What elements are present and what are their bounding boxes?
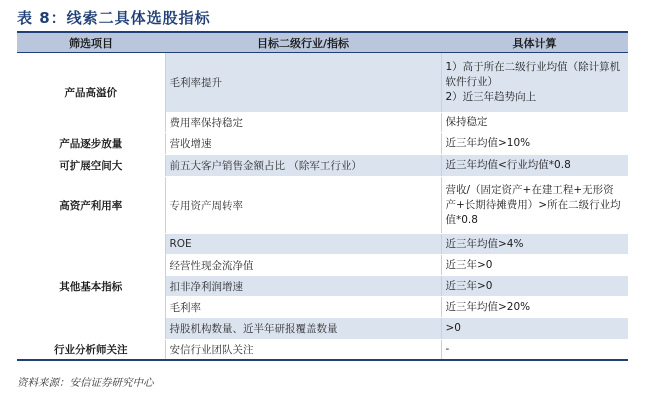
- category-cell: 行业分析师关注: [17, 340, 165, 360]
- header-category: 筛选项目: [17, 33, 165, 53]
- table-row: [17, 53, 628, 113]
- category-cell: 高资产利用率: [17, 177, 165, 234]
- indicator-table: [17, 33, 628, 361]
- calculation-cell: >0: [441, 318, 628, 340]
- indicator-cell: 毛利率提升: [165, 53, 441, 113]
- indicator-cell: 前五大客户销售金额占比 （除军工行业）: [165, 155, 441, 177]
- source-note: 资料来源：安信证券研究中心: [17, 377, 154, 389]
- calculation-cell: 近三年均值>10%: [441, 133, 628, 155]
- indicator-cell: 经营性现金流净值: [165, 255, 441, 276]
- category-cell: 可扩展空间大: [17, 155, 165, 177]
- calculation-cell: 近三年>0: [441, 255, 628, 276]
- table-row: [17, 177, 628, 234]
- indicator-cell: 安信行业团队关注: [165, 340, 441, 360]
- table-row: [17, 234, 628, 255]
- indicator-cell: ROE: [165, 234, 441, 255]
- category-cell: 产品高溢价: [17, 53, 165, 133]
- category-cell: 其他基本指标: [17, 234, 165, 340]
- header-row: [17, 33, 628, 53]
- category-cell: 产品逐步放量: [17, 133, 165, 155]
- calculation-cell: 营收/（固定资产+在建工程+无形资产+长期待摊费用）>所在二级行业均值*0.8: [441, 177, 628, 234]
- table-title: 表 8：线索二具体选股指标: [17, 9, 211, 27]
- calculation-cell: 近三年均值>4%: [441, 234, 628, 255]
- calculation-cell: [441, 53, 628, 113]
- header-indicator: 目标二级行业/指标: [165, 33, 441, 53]
- calc-line: 1）高于所在二级行业均值（除计算机软件行业）: [445, 61, 621, 88]
- table-row: [17, 133, 628, 155]
- indicator-cell: 毛利率: [165, 297, 441, 318]
- header-calculation: 具体计算: [441, 33, 628, 53]
- indicator-cell: 费用率保持稳定: [165, 113, 441, 133]
- calculation-cell: 保持稳定: [441, 113, 628, 133]
- indicator-cell: 专用资产周转率: [165, 177, 441, 234]
- calculation-cell: 近三年>0: [441, 276, 628, 297]
- calculation-cell: 近三年均值>20%: [441, 297, 628, 318]
- table-row: [17, 155, 628, 177]
- calc-line: 2）近三年趋势向上: [445, 91, 537, 103]
- indicator-cell: 营收增速: [165, 133, 441, 155]
- calculation-cell: -: [441, 340, 628, 360]
- indicator-cell: 扣非净利润增速: [165, 276, 441, 297]
- calculation-cell: 近三年均值<行业均值*0.8: [441, 155, 628, 177]
- table-row: [17, 340, 628, 360]
- indicator-cell: 持股机构数量、近半年研报覆盖数量: [165, 318, 441, 340]
